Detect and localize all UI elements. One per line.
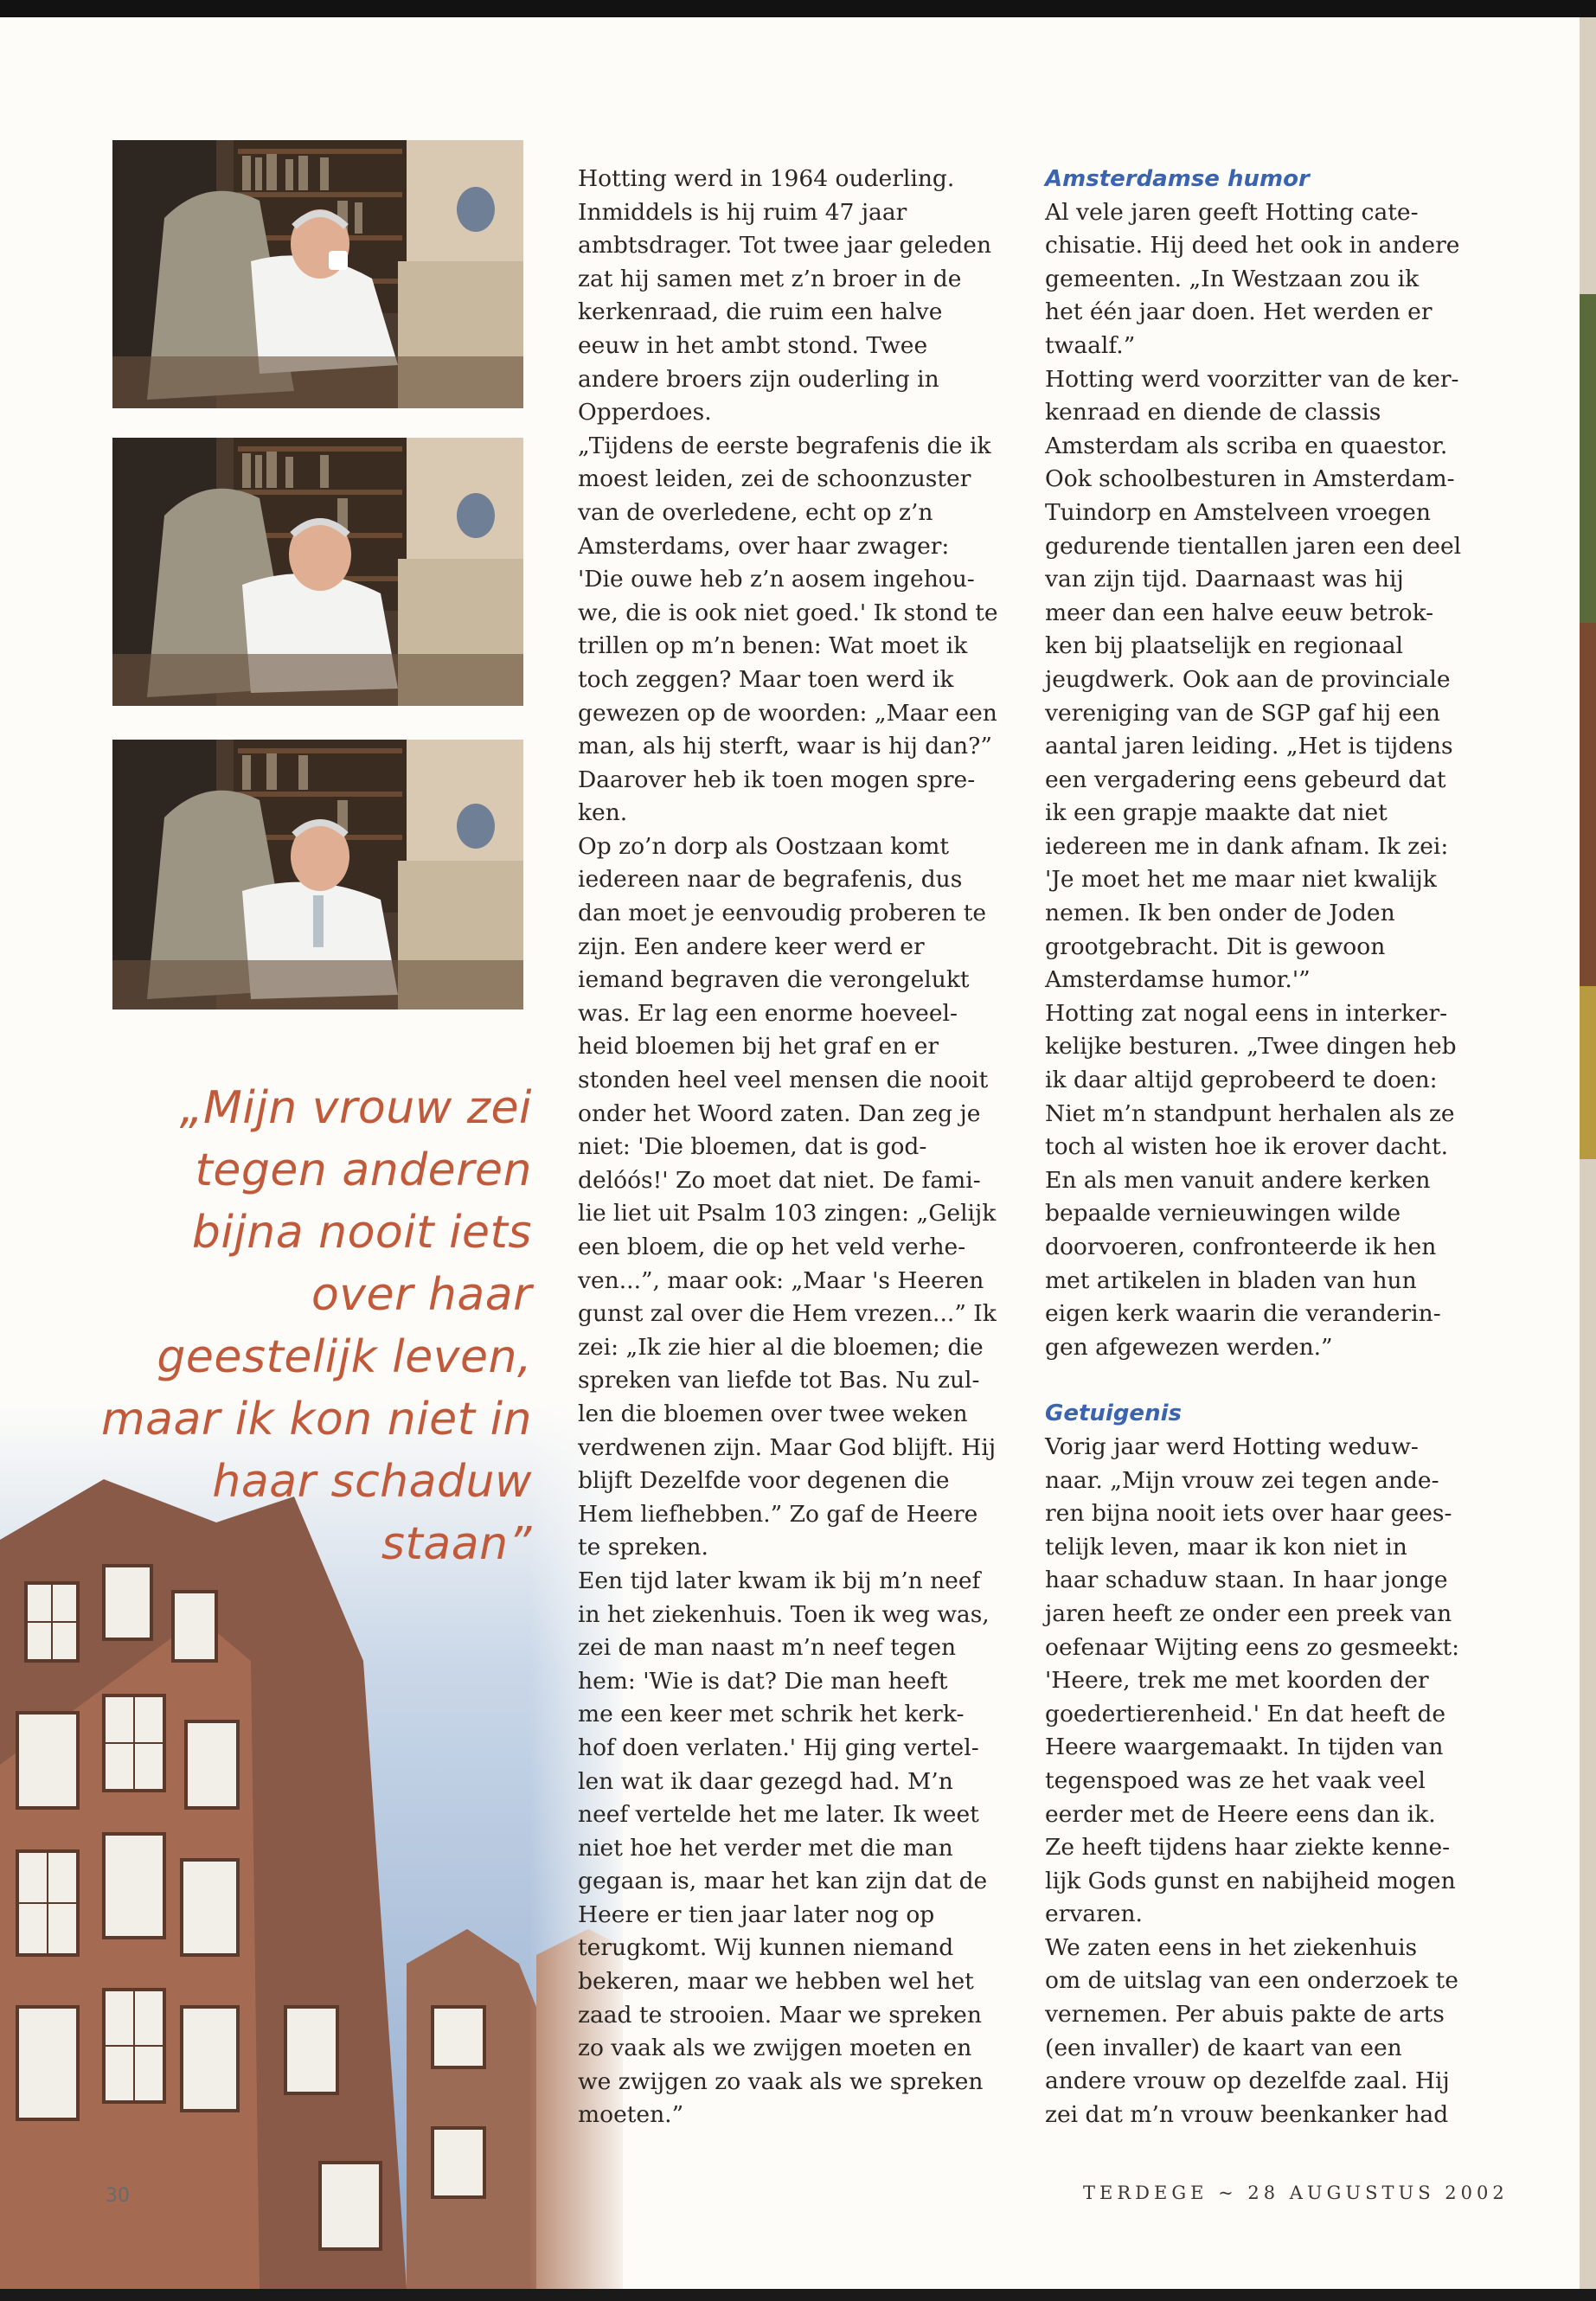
text-line: delóós!' Zo moet dat niet. De fami- — [578, 1166, 981, 1194]
text-line: neef vertelde het me later. Ik weet — [578, 1801, 979, 1829]
text-line: doorvoeren, confronteerde ik hen — [1045, 1234, 1437, 1260]
text-line: iedereen naar de begrafenis, dus — [578, 866, 963, 894]
text-line: kenraad en diende de classis — [1045, 399, 1381, 426]
text-line: grootgebracht. Dit is gewoon — [1045, 933, 1386, 960]
article-column-2 — [1045, 163, 1495, 2131]
text-line: gewezen op de woorden: „Maar een — [578, 699, 997, 727]
text-line: niet hoe het verder met die man — [578, 1834, 953, 1862]
text-line: ven...”, maar ook: „Maar 's Heeren — [578, 1266, 984, 1294]
text-line: vernemen. Per abuis pakte de arts — [1045, 2001, 1445, 2029]
adjacent-page-edge — [1580, 17, 1596, 2289]
text-line: Niet m’n standpunt herhalen als ze — [1045, 1099, 1455, 1127]
text-line: dan moet je eenvoudig proberen te — [578, 900, 987, 927]
text-line: gegaan is, maar het kan zijn dat de — [578, 1868, 988, 1895]
text-line: len wat ik daar gezegd had. M’n — [578, 1767, 953, 1795]
text-line: Heere waargemaakt. In tijden van — [1045, 1734, 1444, 1761]
text-line: van zijn tijd. Daarnaast was hij — [1045, 566, 1404, 593]
text-line: zei: „Ik zie hier al die bloemen; die — [578, 1333, 984, 1361]
text-line: spreken van liefde tot Bas. Nu zul- — [578, 1367, 980, 1394]
pullquote-line: haar schaduw — [212, 1456, 532, 1508]
text-line: van de overledene, echt op z’n — [578, 498, 933, 526]
text-line: kelijke besturen. „Twee dingen heb — [1045, 1033, 1457, 1061]
pullquote-line: tegen anderen — [195, 1144, 532, 1196]
text-line: tegenspoed was ze het vaak veel — [1045, 1766, 1426, 1794]
text-line: toch al wisten hoe ik erover dacht. — [1045, 1133, 1449, 1161]
section-heading-getuigenis: Getuigenis — [1045, 1400, 1182, 1427]
text-line: ik een grapje maakte dat niet — [1045, 799, 1388, 827]
text-line: eerder met de Heere eens dan ik. — [1045, 1800, 1436, 1828]
section-heading-amsterdamse-humor: Amsterdamse humor — [1045, 166, 1310, 192]
text-line: me een keer met schrik het kerk- — [578, 1701, 965, 1728]
photo-man-listening — [112, 740, 523, 1009]
text-line: We zaten eens in het ziekenhuis — [1045, 1933, 1418, 1961]
text-line: Op zo’n dorp als Oostzaan komt — [578, 832, 949, 860]
text-line: zei dat m’n vrouw beenkanker had — [1045, 2100, 1449, 2128]
text-line: telijk leven, maar ik kon niet in — [1045, 1533, 1407, 1561]
text-line: andere vrouw op dezelfde zaal. Hij — [1045, 2067, 1450, 2095]
text-line: gedurende tientallen jaren een deel — [1045, 532, 1462, 560]
text-line: Daarover heb ik toen mogen spre- — [578, 766, 976, 793]
text-line: Tuindorp en Amstelveen vroegen — [1045, 498, 1431, 526]
text-line: kerkenraad, die ruim een halve — [578, 298, 943, 326]
text-line: ik daar altijd geprobeerd te doen: — [1045, 1067, 1438, 1094]
text-line: Inmiddels is hij ruim 47 jaar — [578, 198, 907, 226]
text-line: Ook schoolbesturen in Amsterdam- — [1045, 465, 1455, 493]
pullquote-line: staan” — [381, 1518, 532, 1570]
text-line: Ze heeft tijdens haar ziekte kenne- — [1045, 1834, 1451, 1862]
text-line: ervaren. — [1045, 1900, 1143, 1928]
text-line: onder het Woord zaten. Dan zeg je — [578, 1099, 981, 1127]
text-line: (een invaller) de kaart van een — [1045, 2034, 1402, 2061]
text-line: stonden heel veel mensen die nooit — [578, 1067, 989, 1094]
text-line: met artikelen in bladen van hun — [1045, 1266, 1417, 1294]
text-line: meer dan een halve eeuw betrok- — [1045, 599, 1434, 626]
pullquote-line: over haar — [311, 1269, 532, 1321]
text-line: lie liet uit Psalm 103 zingen: „Gelijk — [578, 1200, 997, 1227]
text-line: Amsterdam als scriba en quaestor. — [1045, 432, 1448, 459]
photo-man-seated — [112, 438, 523, 706]
text-line: heid bloemen bij het graf en er — [578, 1033, 939, 1061]
text-line: ren bijna nooit iets over haar gees- — [1045, 1500, 1452, 1528]
text-line: En als men vanuit andere kerken — [1045, 1166, 1431, 1194]
text-line: in het ziekenhuis. Toen ik weg was, — [578, 1600, 990, 1628]
text-line: ken. — [578, 799, 628, 827]
pullquote-line: bijna nooit iets — [191, 1207, 532, 1259]
text-line: iedereen me in dank afnam. Ik zei: — [1045, 832, 1449, 860]
text-line: twaalf.” — [1045, 331, 1136, 359]
text-line: len die bloemen over twee weken — [578, 1400, 968, 1427]
text-line: een vergadering eens gebeurd dat — [1045, 766, 1446, 793]
text-line: zijn. Een andere keer werd er — [578, 933, 925, 960]
text-line: terugkomt. Wij kunnen niemand — [578, 1934, 954, 1962]
text-line: „Tijdens de eerste begrafenis die ik — [578, 432, 991, 459]
text-line: oefenaar Wijting eens zo gesmeekt: — [1045, 1633, 1460, 1661]
text-line: haar schaduw staan. In haar jonge — [1045, 1567, 1448, 1594]
text-line: hem: 'Wie is dat? Die man heeft — [578, 1667, 948, 1695]
pullquote-line: maar ik kon niet in — [100, 1394, 532, 1445]
text-line: Hotting werd in 1964 ouderling. — [578, 165, 955, 192]
text-line: nemen. Ik ben onder de Joden — [1045, 900, 1395, 927]
text-line: zei de man naast m’n neef tegen — [578, 1634, 957, 1662]
text-line: we, die is ook niet goed.' Ik stond te — [578, 599, 998, 626]
text-line: was. Er lag een enorme hoeveel- — [578, 999, 958, 1027]
text-line: Hotting werd voorzitter van de ker- — [1045, 365, 1459, 393]
text-line: jeugdwerk. Ook aan de provinciale — [1045, 665, 1451, 693]
text-line: Al vele jaren geeft Hotting cate- — [1045, 198, 1419, 226]
text-line: gen afgewezen werden.” — [1045, 1333, 1333, 1361]
text-line: hof doen verlaten.' Hij ging vertel- — [578, 1734, 979, 1761]
pull-quote — [95, 1077, 532, 1575]
text-line: 'Je moet het me maar niet kwalijk — [1045, 866, 1437, 894]
text-line: ambtsdrager. Tot twee jaar geleden — [578, 232, 992, 260]
bottom-border — [0, 2289, 1596, 2301]
top-border — [0, 0, 1596, 17]
section-body — [1045, 196, 1495, 1365]
page-footer: TERDEGE ~ 28 AUGUSTUS 2002 — [1083, 2182, 1509, 2203]
text-line: om de uitslag van een onderzoek te — [1045, 1967, 1458, 1995]
text-line: zaad te strooien. Maar we spreken — [578, 2001, 982, 2029]
text-line: Een tijd later kwam ik bij m’n neef — [578, 1567, 981, 1594]
text-line: Vorig jaar werd Hotting weduw- — [1045, 1433, 1419, 1460]
text-line: jaren heeft ze onder een preek van — [1045, 1599, 1452, 1627]
text-line: Hem liefhebben.” Zo gaf de Heere — [578, 1500, 978, 1528]
text-line: toch zeggen? Maar toen werd ik — [578, 665, 954, 693]
text-line: gemeenten. „In Westzaan zou ik — [1045, 265, 1420, 292]
text-line: zo vaak als we zwijgen moeten en — [578, 2035, 972, 2062]
text-line: moest leiden, zei de schoonzuster — [578, 465, 971, 493]
text-line: aantal jaren leiding. „Het is tijdens — [1045, 733, 1453, 760]
text-line: 'Heere, trek me met koorden der — [1045, 1667, 1429, 1695]
text-line: moeten.” — [578, 2101, 684, 2129]
photo-man-drinking — [112, 140, 523, 408]
text-line: een bloem, die op het veld verhe- — [578, 1234, 966, 1260]
text-line: andere broers zijn ouderling in — [578, 365, 939, 393]
text-line: ken bij plaatselijk en regionaal — [1045, 632, 1403, 660]
text-line: eigen kerk waarin die veranderin- — [1045, 1300, 1441, 1328]
text-line: 'Die ouwe heb z’n aosem ingehou- — [578, 566, 975, 593]
text-line: Amsterdams, over haar zwager: — [578, 532, 950, 560]
text-line: Hotting zat nogal eens in interker- — [1045, 999, 1448, 1027]
text-line: het één jaar doen. Het werden er — [1045, 298, 1433, 326]
text-line: eeuw in het ambt stond. Twee — [578, 331, 928, 359]
text-line: vereniging van de SGP gaf hij een — [1045, 699, 1440, 727]
article-column-1 — [578, 163, 1028, 2132]
text-line: niet: 'Die bloemen, dat is god- — [578, 1133, 927, 1161]
text-line: man, als hij sterft, waar is hij dan?” — [578, 733, 992, 760]
text-line: we zwijgen zo vaak als we spreken — [578, 2067, 984, 2095]
text-line: iemand begraven die verongelukt — [578, 966, 970, 994]
pullquote-line: geestelijk leven, — [157, 1331, 532, 1383]
text-line: chisatie. Hij deed het ook in andere — [1045, 232, 1460, 260]
text-line: blijft Dezelfde voor degenen die — [578, 1467, 950, 1495]
pullquote-line: „Mijn vrouw zei — [179, 1082, 532, 1134]
page-number: 30 — [106, 2185, 130, 2207]
text-line: bekeren, maar we hebben wel het — [578, 1968, 974, 1996]
text-line: Heere er tien jaar later nog op — [578, 1900, 935, 1928]
text-line: bepaalde vernieuwingen wilde — [1045, 1200, 1401, 1227]
text-line: gunst zal over die Hem vrezen...” Ik — [578, 1300, 997, 1328]
text-line: goedertierenheid.' En dat heeft de — [1045, 1700, 1446, 1727]
text-line: Amsterdamse humor.'” — [1045, 966, 1311, 994]
text-line: naar. „Mijn vrouw zei tegen ande- — [1045, 1466, 1439, 1494]
text-line: trillen op m’n benen: Wat moet ik — [578, 632, 968, 660]
text-line: verdwenen zijn. Maar God blijft. Hij — [578, 1433, 997, 1461]
text-line: zat hij samen met z’n broer in de — [578, 265, 962, 292]
text-line: te spreken. — [578, 1534, 708, 1561]
section-body — [1045, 1431, 1495, 2131]
text-line: lijk Gods gunst en nabijheid mogen — [1045, 1867, 1456, 1894]
text-line: Opperdoes. — [578, 399, 712, 426]
